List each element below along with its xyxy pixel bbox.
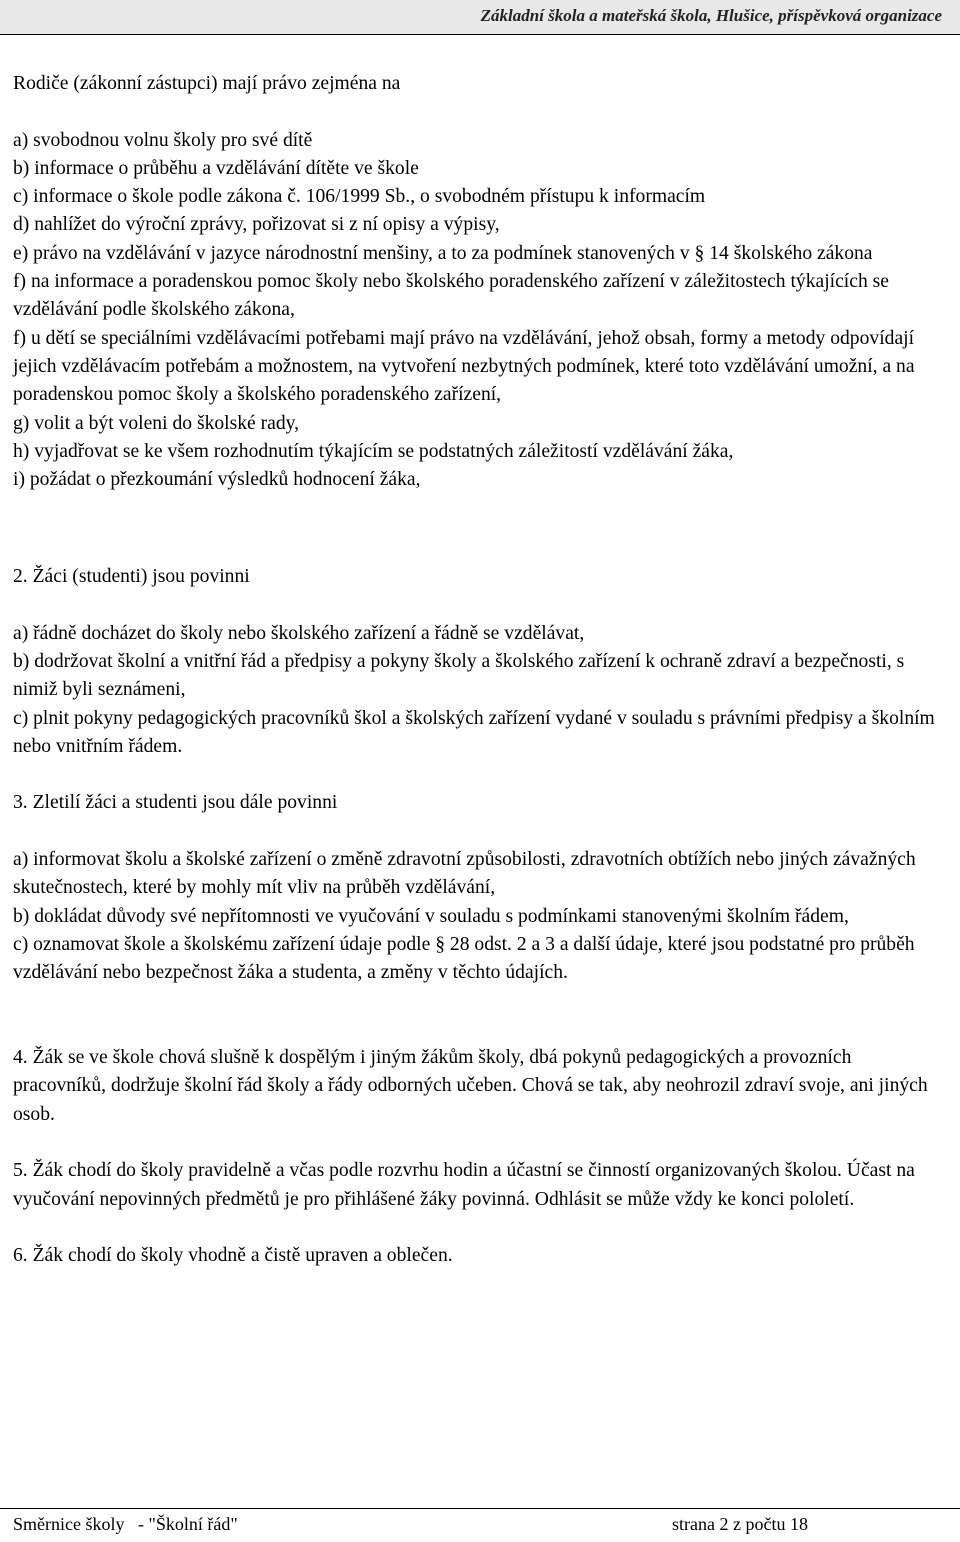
- page-footer: [0, 1508, 960, 1542]
- section-3-title: 3. Zletilí žáci a studenti jsou dále povinni: [13, 792, 338, 814]
- parents-rights-title: Rodiče (zákonní zástupci) mají právo zejména na: [13, 73, 401, 94]
- list-item: c) oznamovat škole a školskému zařízení údaje podle § 28 odst. 2 a 3 a další údaje, které jsou podstatné pro průběh vzdělávání nebo bezpečnost žáka a studenta, a změny v těchto údajích.: [13, 933, 915, 984]
- point-4: 4. Žák se ve škole chová slušně k dospělým i jiným žákům školy, dbá pokynů pedagogických a provozních pracovníků, dodržuje školní řád školy a řády odborných učeben. Chová se tak, aby neohrozil zdraví svoje, ani jiných osob.: [13, 1047, 928, 1125]
- point-5: 5. Žák chodí do školy pravidelně a včas podle rozvrhu hodin a účastní se činností organizovaných školou. Účast na vyučování nepovinných předmětů je pro přihlášené žáky povinná. Odhlásit se může vždy ke konci pololetí.: [13, 1160, 915, 1210]
- list-item: e) právo na vzdělávání v jazyce národnostní menšiny, a to za podmínek stanovených v § 14 školského zákona: [13, 242, 873, 264]
- list-item: c) plnit pokyny pedagogických pracovníků škol a školských zařízení vydané v souladu s právními předpisy a školním nebo vnitřním řádem.: [13, 707, 935, 757]
- list-item: f) na informace a poradenskou pomoc školy nebo školského poradenského zařízení v záležitostech týkajících se vzdělávání podle školského zákona,: [13, 271, 889, 321]
- footer-page-number: strana 2 z počtu 18: [672, 1514, 808, 1534]
- list-item: i) požádat o přezkoumání výsledků hodnocení žáka,: [13, 469, 421, 491]
- footer-document-name: Směrnice školy - "Školní řád": [13, 1514, 238, 1534]
- list-item: a) řádně docházet do školy nebo školského zařízení a řádně se vzdělávat,: [13, 622, 585, 644]
- list-item: b) informace o průběhu a vzdělávání dítěte ve škole: [13, 157, 419, 179]
- point-6: 6. Žák chodí do školy vhodně a čistě upraven a oblečen.: [13, 1245, 453, 1267]
- list-item: c) informace o škole podle zákona č. 106/1999 Sb., o svobodném přístupu k informacím: [13, 186, 706, 208]
- list-item: f) u dětí se speciálními vzdělávacími potřebami mají právo na vzdělávání, jehož obsah, formy a metody odpovídají jejich vzdělávacím potřebám a možnostem, na vytvoření nezbytných podmínek, které toto vzdělávání umožní, a na poradenskou pomoc školy a školského poradenského zařízení,: [13, 327, 915, 406]
- list-item: a) informovat školu a školské zařízení o změně zdravotní způsobilosti, zdravotních obtížích nebo jiných závažných skutečnostech, které by mohly mít vliv na průběh vzdělávání,: [13, 849, 916, 899]
- page-header: [0, 0, 960, 35]
- list-item: a) svobodnou volnu školy pro své dítě: [13, 129, 313, 151]
- list-item: b) dodržovat školní a vnitřní řád a předpisy a pokyny školy a školského zařízení k ochraně zdraví a bezpečnosti, s nimiž byli seznámeni,: [13, 650, 905, 701]
- list-item: d) nahlížet do výroční zprávy, pořizovat si z ní opisy a výpisy,: [13, 214, 500, 236]
- header-title: Základní škola a mateřská škola, Hlušice, příspěvková organizace: [480, 6, 942, 25]
- list-item: g) volit a být voleni do školské rady,: [13, 412, 300, 434]
- list-item: b) dokládat důvody své nepřítomnosti ve vyučování v souladu s podmínkami stanovenými školním řádem,: [13, 905, 849, 927]
- list-item: h) vyjadřovat se ke všem rozhodnutím týkajícím se podstatných záležitostí vzdělávání žáka,: [13, 440, 734, 462]
- section-2-title: 2. Žáci (studenti) jsou povinni: [13, 566, 250, 588]
- document-body: [13, 70, 948, 1270]
